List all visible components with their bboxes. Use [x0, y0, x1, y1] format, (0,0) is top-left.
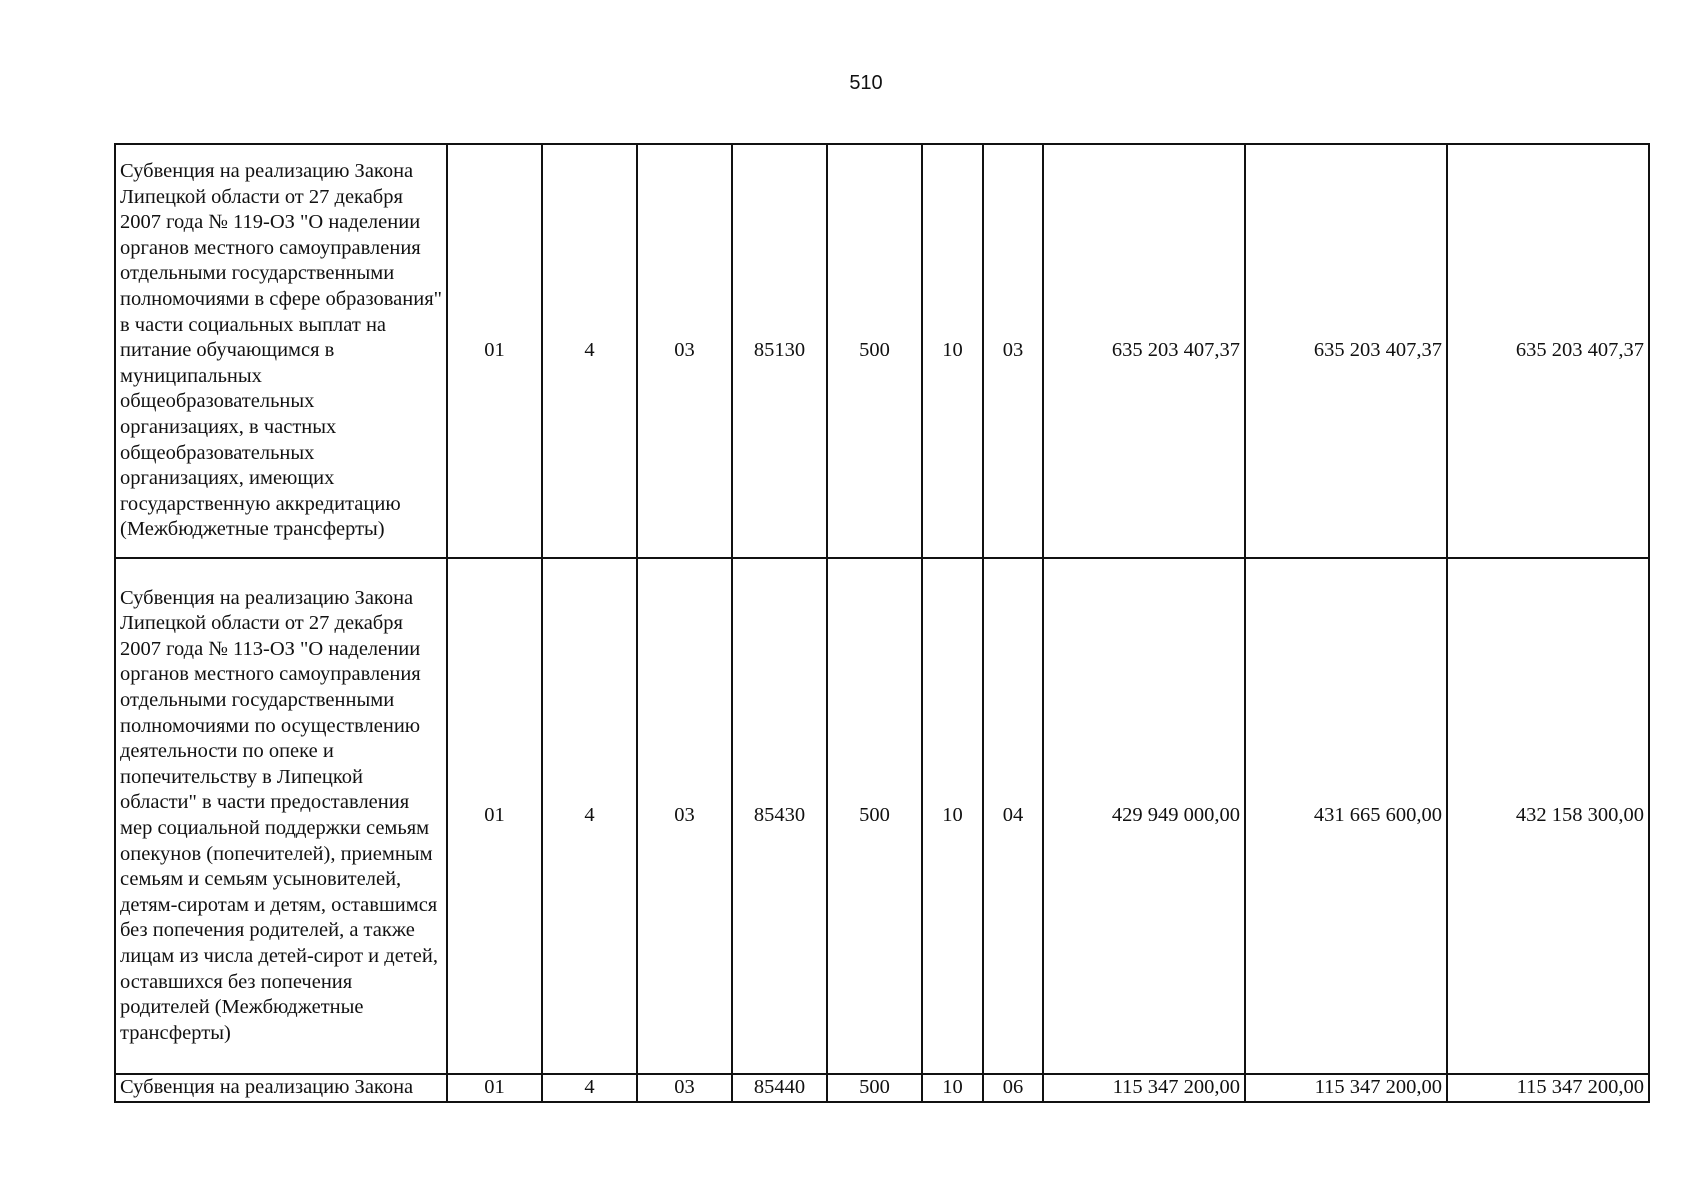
code-cell: 500	[827, 558, 922, 1074]
row-description: Субвенция на реализацию Закона Липецкой области от 27 декабря 2007 года № 119-ОЗ "О наделении органов местного самоуправления отдельными государственными полномочиями в сфере образования" в части социальных выплат на питание обучающимся в муниципальных общеобразовательных организациях, в частных общеобразовательных организациях, имеющих государственную аккредитацию (Межбюджетные трансферты)	[115, 144, 447, 558]
table-row	[115, 144, 1649, 558]
code-cell: 06	[983, 1074, 1043, 1102]
amount-cell: 115 347 200,00	[1447, 1074, 1649, 1102]
amount-cell: 635 203 407,37	[1245, 144, 1447, 558]
code-cell: 85130	[732, 144, 827, 558]
code-cell: 500	[827, 1074, 922, 1102]
code-cell: 03	[637, 558, 732, 1074]
amount-cell: 115 347 200,00	[1043, 1074, 1245, 1102]
code-cell: 01	[447, 558, 542, 1074]
row-description: Субвенция на реализацию Закона	[115, 1074, 447, 1102]
code-cell: 03	[637, 1074, 732, 1102]
amount-cell: 115 347 200,00	[1245, 1074, 1447, 1102]
code-cell: 04	[983, 558, 1043, 1074]
amount-cell: 635 203 407,37	[1447, 144, 1649, 558]
code-cell: 01	[447, 144, 542, 558]
page-number: 510	[849, 72, 883, 94]
code-cell: 85440	[732, 1074, 827, 1102]
code-cell: 03	[983, 144, 1043, 558]
code-cell: 01	[447, 1074, 542, 1102]
table-row	[115, 1074, 1649, 1102]
code-cell: 85430	[732, 558, 827, 1074]
code-cell: 10	[922, 1074, 983, 1102]
code-cell: 4	[542, 144, 637, 558]
amount-cell: 429 949 000,00	[1043, 558, 1245, 1074]
amount-cell: 432 158 300,00	[1447, 558, 1649, 1074]
code-cell: 03	[637, 144, 732, 558]
budget-table	[114, 143, 1650, 1103]
code-cell: 10	[922, 144, 983, 558]
code-cell: 10	[922, 558, 983, 1074]
row-description: Субвенция на реализацию Закона Липецкой области от 27 декабря 2007 года № 113-ОЗ "О наделении органов местного самоуправления отдельными государственными полномочиями по осуществлению деятельности по опеке и попечительству в Липецкой области" в части предоставления мер социальной поддержки семьям опекунов (попечителей), приемным семьям и семьям усыновителей, детям-сиротам и детям, оставшимся без попечения родителей, а также лицам из числа детей-сирот и детей, оставшихся без попечения родителей (Межбюджетные трансферты)	[115, 558, 447, 1074]
code-cell: 4	[542, 558, 637, 1074]
amount-cell: 431 665 600,00	[1245, 558, 1447, 1074]
table-row	[115, 558, 1649, 1074]
code-cell: 4	[542, 1074, 637, 1102]
code-cell: 500	[827, 144, 922, 558]
amount-cell: 635 203 407,37	[1043, 144, 1245, 558]
